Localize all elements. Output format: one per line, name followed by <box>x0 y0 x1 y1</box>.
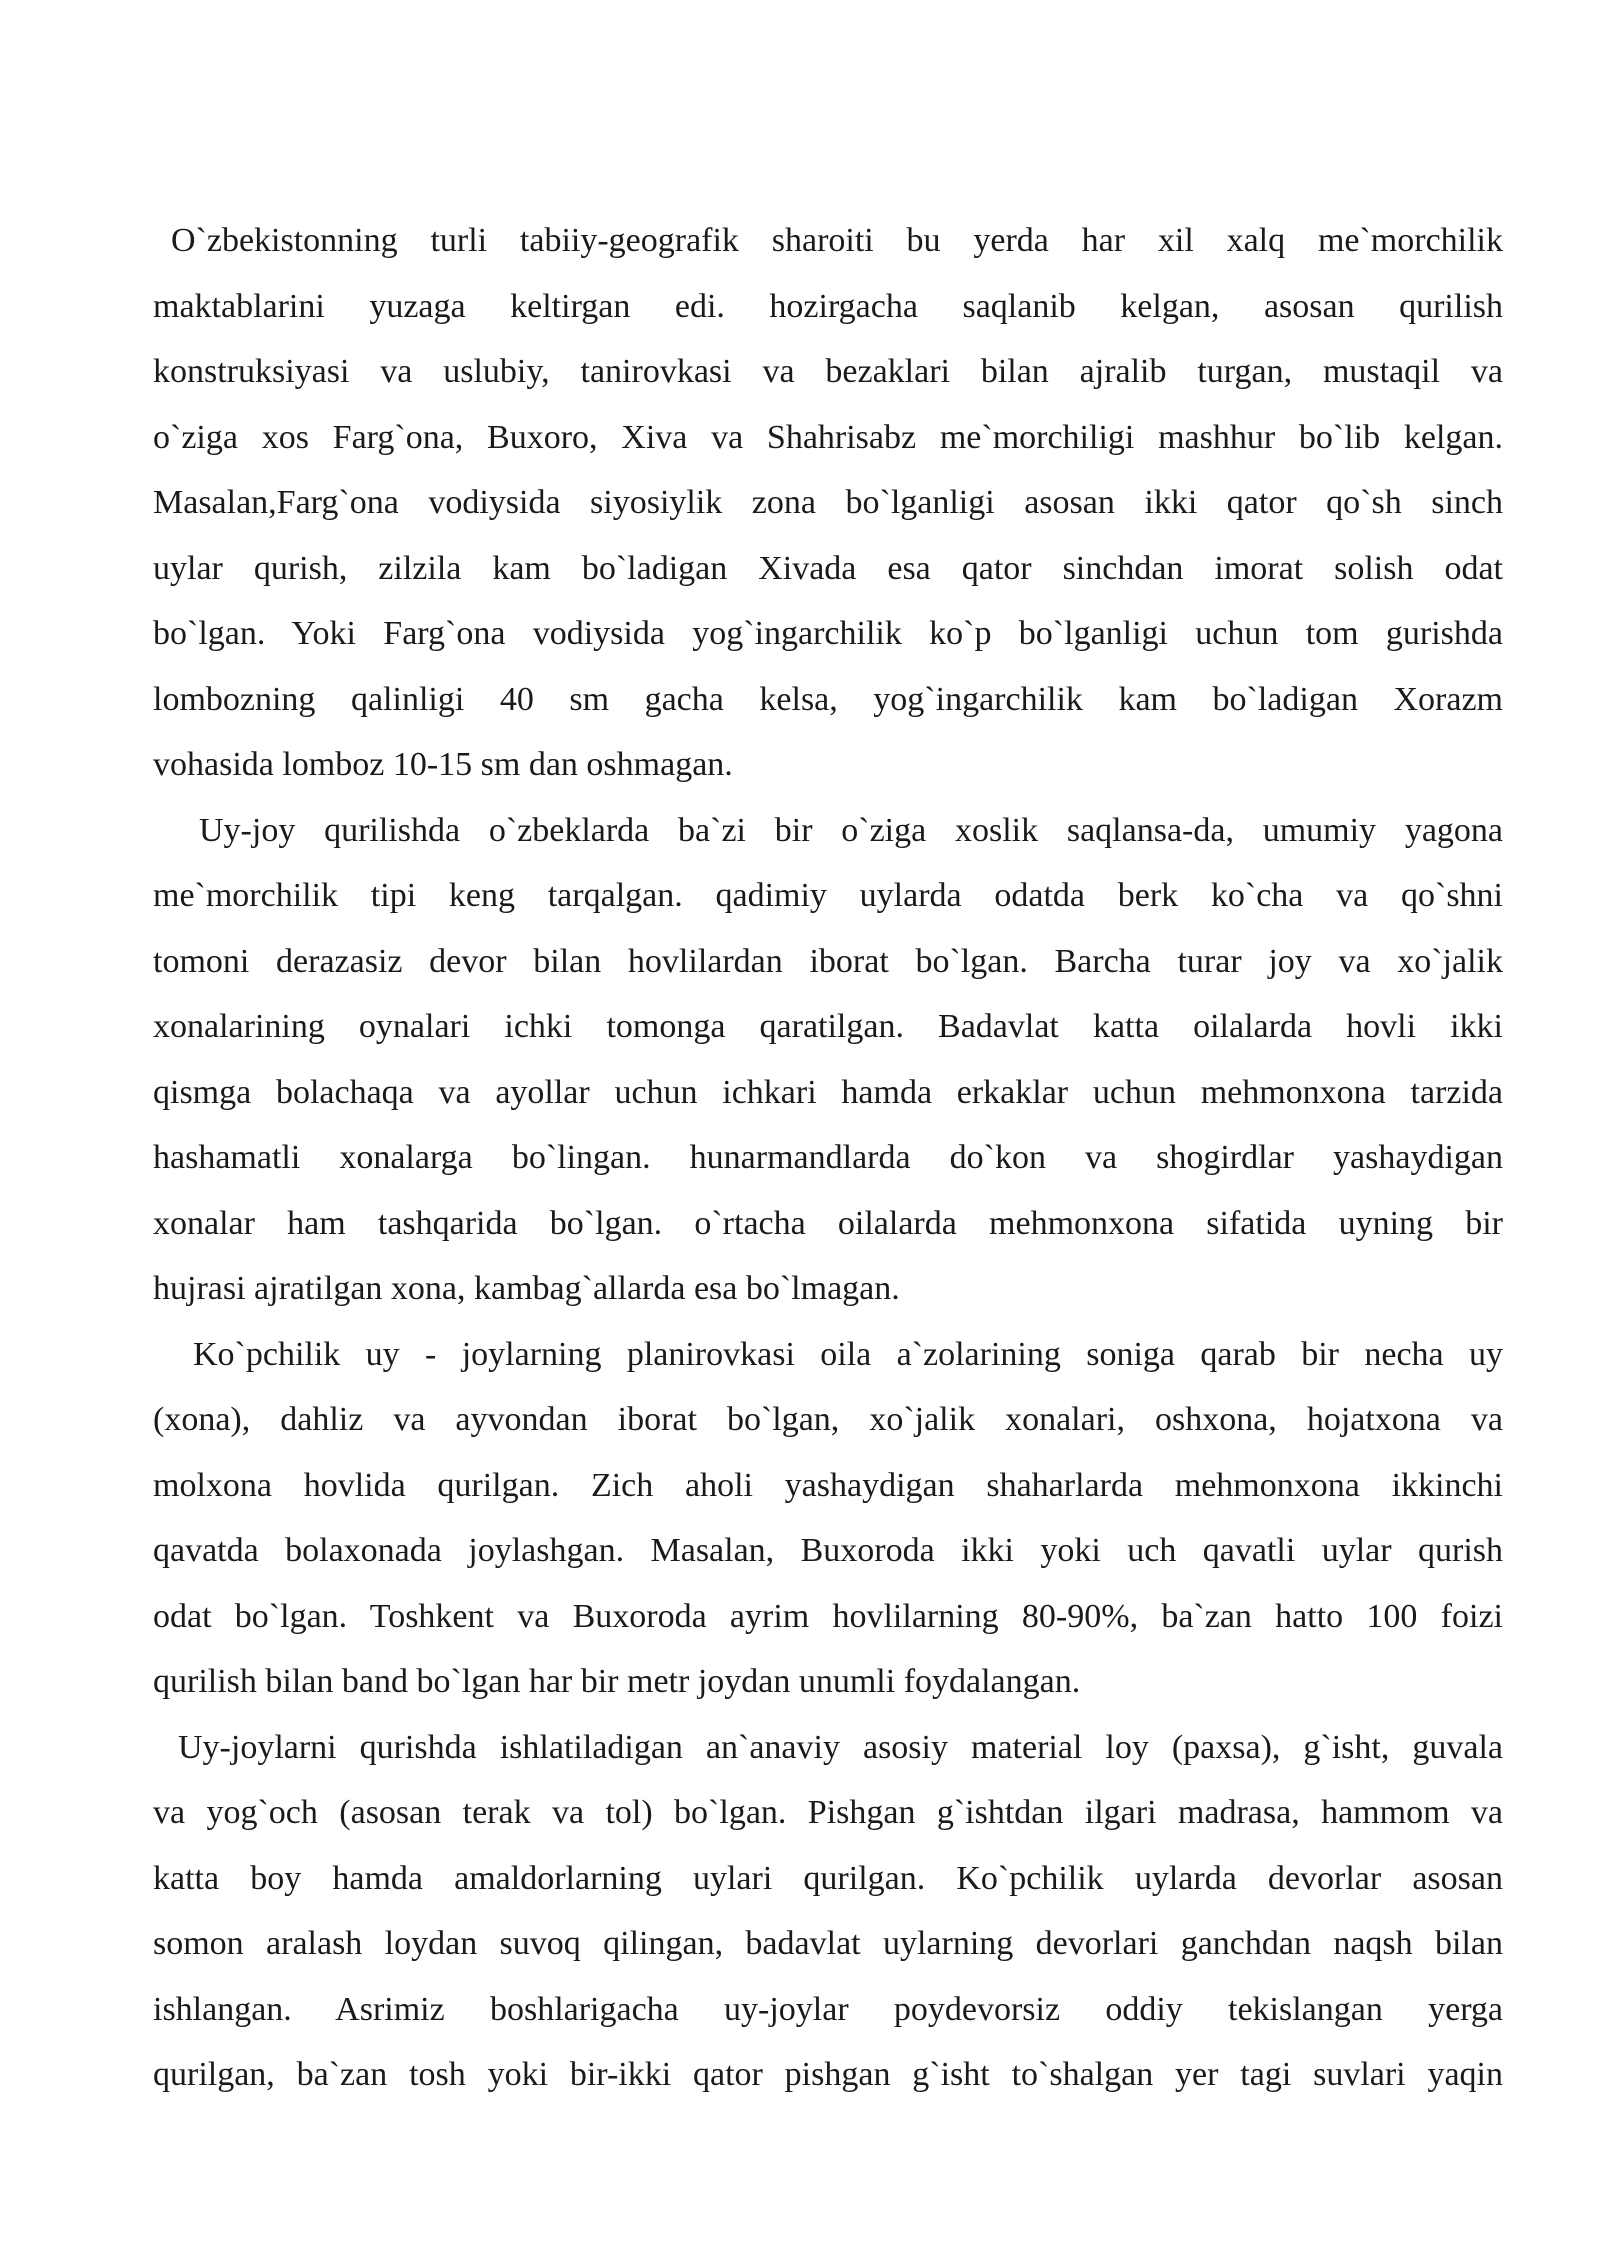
paragraph-architecture-schools <box>153 208 1503 798</box>
text-line: qurilish bilan band bo`lgan har bir metr joydan unumli foydalangan. <box>153 1663 1081 1700</box>
text-line: Masalan,Farg`ona vodiysida siyosiylik zona bo`lganligi asosan ikki qator qo`sh sinch <box>153 484 1503 521</box>
text-line: qavatda bolaxonada joylashgan. Masalan, Buxoroda ikki yoki uch qavatli uylar qurish <box>153 1532 1503 1569</box>
text-line: uylar qurish, zilzila kam bo`ladigan Xivada esa qator sinchdan imorat solish odat <box>153 549 1503 587</box>
text-line: vohasida lomboz 10-15 sm dan oshmagan. <box>153 746 733 783</box>
text-line: hujrasi ajratilgan xona, kambag`allarda esa bo`lmagan. <box>153 1270 900 1307</box>
text-line: qurilgan, ba`zan tosh yoki bir-ikki qator pishgan g`isht to`shalgan yer tagi suvlari yaqin <box>153 2056 1503 2093</box>
text-line: Ko`pchilik uy - joylarning planirovkasi oila a`zolarining soniga qarab bir necha uy <box>193 1335 1503 1373</box>
paragraph-house-planning <box>153 1322 1503 1715</box>
text-line: odat bo`lgan. Toshkent va Buxoroda ayrim hovlilarning 80-90%, ba`zan hatto 100 foizi <box>153 1597 1503 1635</box>
text-line: tomoni derazasiz devor bilan hovlilardan iborat bo`lgan. Barcha turar joy va xo`jalik <box>153 942 1503 980</box>
paragraph-building-materials <box>153 1715 1503 2108</box>
text-line: xonalarining oynalari ichki tomonga qaratilgan. Badavlat katta oilalarda hovli ikki <box>153 1008 1503 1045</box>
text-line: Uy-joylarni qurishda ishlatiladigan an`anaviy asosiy material loy (paxsa), g`isht, guvala <box>178 1728 1503 1766</box>
text-line: qismga bolachaqa va ayollar uchun ichkari hamda erkaklar uchun mehmonxona tarzida <box>153 1073 1503 1111</box>
text-line: lombozning qalinligi 40 sm gacha kelsa, yog`ingarchilik kam bo`ladigan Xorazm <box>153 680 1503 718</box>
text-line: xonalar ham tashqarida bo`lgan. o`rtacha oilalarda mehmonxona sifatida uyning bir <box>153 1204 1503 1242</box>
text-line: O`zbekistonning turli tabiiy-geografik sharoiti bu yerda har xil xalq me`morchilik <box>171 222 1503 259</box>
text-line: konstruksiyasi va uslubiy, tanirovkasi va bezaklari bilan ajralib turgan, mustaqil va <box>153 353 1503 390</box>
text-line: somon aralash loydan suvoq qilingan, badavlat uylarning devorlari ganchdan naqsh bilan <box>153 1925 1503 1962</box>
text-line: me`morchilik tipi keng tarqalgan. qadimiy uylarda odatda berk ko`cha va qo`shni <box>153 877 1503 914</box>
text-line: ishlangan. Asrimiz boshlarigacha uy-joylar poydevorsiz oddiy tekislangan yerga <box>153 1990 1503 2028</box>
text-line: hashamatli xonalarga bo`lingan. hunarmandlarda do`kon va shogirdlar yashaydigan <box>153 1139 1503 1176</box>
document-text <box>153 208 1503 2108</box>
text-line: Uy-joy qurilishda o`zbeklarda ba`zi bir o`ziga xoslik saqlansa-da, umumiy yagona <box>199 811 1503 849</box>
text-line: bo`lgan. Yoki Farg`ona vodiysida yog`ingarchilik ko`p bo`lganligi uchun tom gurishda <box>153 615 1503 652</box>
text-line: maktablarini yuzaga keltirgan edi. hozirgacha saqlanib kelgan, asosan qurilish <box>153 287 1503 325</box>
paragraph-housing-type <box>153 798 1503 1322</box>
text-line: katta boy hamda amaldorlarning uylari qurilgan. Ko`pchilik uylarda devorlar asosan <box>153 1859 1503 1897</box>
text-line: molxona hovlida qurilgan. Zich aholi yashaydigan shaharlarda mehmonxona ikkinchi <box>153 1466 1503 1504</box>
text-line: (xona), dahliz va ayvondan iborat bo`lgan, xo`jalik xonalari, oshxona, hojatxona va <box>153 1401 1503 1438</box>
text-line: o`ziga xos Farg`ona, Buxoro, Xiva va Shahrisabz me`morchiligi mashhur bo`lib kelgan. <box>153 418 1503 456</box>
text-line: va yog`och (asosan terak va tol) bo`lgan. Pishgan g`ishtdan ilgari madrasa, hammom va <box>153 1794 1503 1831</box>
